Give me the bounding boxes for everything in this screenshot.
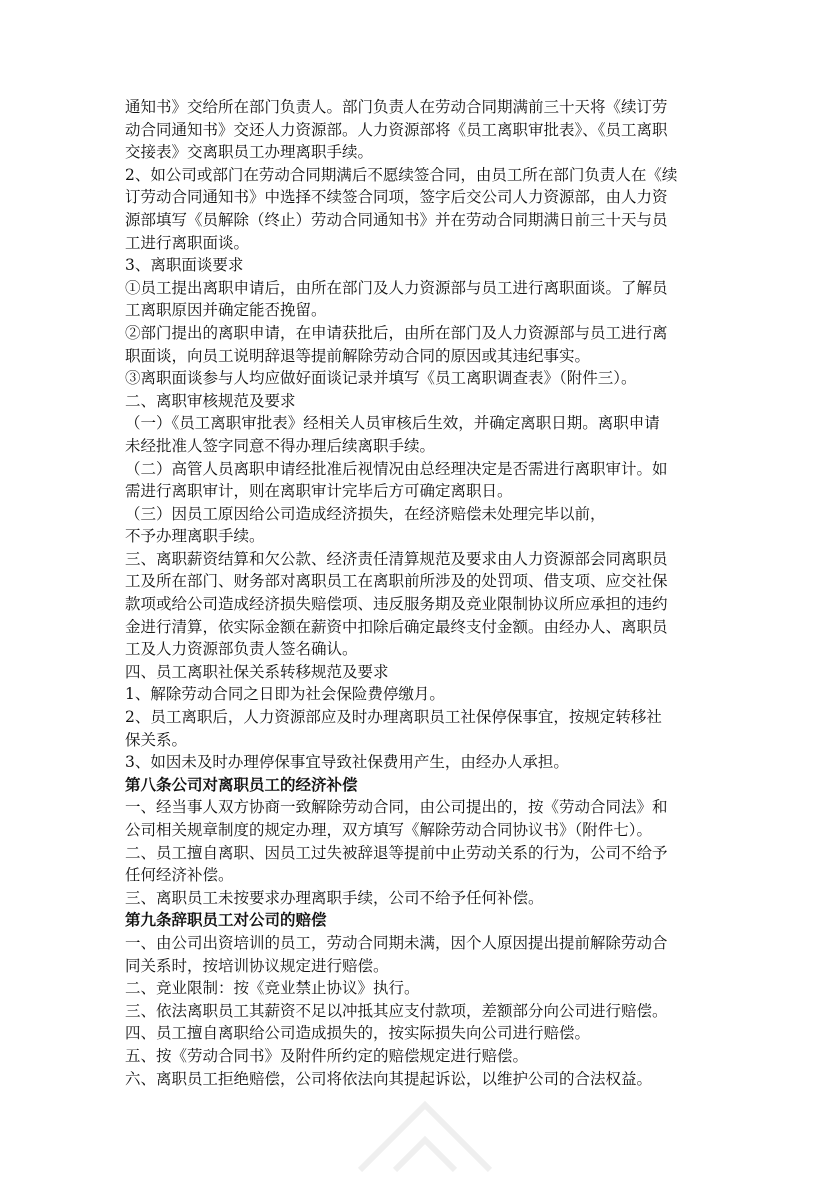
text-line: 款项或给公司造成经济损失赔偿项、违反服务期及竞业限制协议所应承担的违约	[125, 595, 668, 614]
text-line: 工及所在部门、财务部对离职员工在离职前所涉及的处罚项、借支项、应交社保	[125, 572, 668, 591]
text-line: 未经批准人签字同意不得办理后续离职手续。	[125, 436, 436, 455]
text-line: 二、竞业限制：按《竞业禁止协议》执行。	[125, 979, 420, 998]
text-line: 工离职原因并确定能否挽留。	[125, 301, 327, 320]
text-line: 任何经济补偿。	[125, 866, 234, 885]
text-line: 四、员工离职社保关系转移规范及要求	[125, 662, 389, 681]
text-line: ③离职面谈参与人均应做好面谈记录并填写《员工离职调查表》（附件三）。	[125, 369, 637, 388]
text-line: 3、如因未及时办理停保事宜导致社保费用产生，由经办人承担。	[125, 753, 569, 772]
text-line: 通知书》交给所在部门负责人。部门负责人在劳动合同期满前三十天将《续订劳	[125, 98, 668, 116]
text-line: 六、离职员工拒绝赔偿，公司将依法向其提起诉讼，以维护公司的合法权益。	[125, 1069, 653, 1088]
text-line: 保关系。	[125, 730, 188, 749]
text-line: 二、员工擅自离职、因员工过失被辞退等提前中止劳动关系的行为，公司不给予	[125, 843, 668, 862]
text-line: 工及人力资源部负责人签名确认。	[125, 640, 358, 659]
text-line: 1、解除劳动合同之日即为社会保险费停缴月。	[125, 685, 445, 704]
text-line: 一、经当事人双方协商一致解除劳动合同，由公司提出的，按《劳动合同法》和	[125, 798, 668, 817]
text-line: 不予办理离职手续。	[125, 527, 265, 546]
watermark-icon	[340, 1090, 510, 1180]
text-line: 一、由公司出资培训的员工，劳动合同期未满，因个人原因提出提前解除劳动合	[125, 933, 668, 952]
section-heading: 第九条辞职员工对公司的赔偿	[125, 911, 327, 930]
text-line: 源部填写《员解除（终止）劳动合同通知书》并在劳动合同期满日前三十天与员	[125, 210, 668, 229]
document-body	[125, 96, 710, 1090]
text-line: 2、如公司或部门在劳动合同期满后不愿续签合同，由员工所在部门负责人在《续	[125, 165, 678, 184]
text-line: 订劳动合同通知书》中选择不续签合同项，签字后交公司人力资源部，由人力资	[125, 188, 668, 207]
text-line: 公司相关规章制度的规定办理，双方填写《解除劳动合同协议书》（附件七）。	[125, 821, 653, 839]
text-line: （二）高管人员离职申请经批准后视情况由总经理决定是否需进行离职审计。如	[125, 459, 668, 478]
text-line: ②部门提出的离职申请，在申请获批后，由所在部门及人力资源部与员工进行离	[125, 323, 668, 342]
text-line: （三）因员工原因给公司造成经济损失，在经济赔偿未处理完毕以前，	[125, 504, 606, 523]
text-line: 三、离职薪资结算和欠公款、经济责任清算规范及要求由人力资源部会同离职员	[125, 549, 668, 568]
text-line: 2、员工离职后，人力资源部应及时办理离职员工社保停保事宜，按规定转移社	[125, 708, 662, 727]
text-line: 需进行离职审计，则在离职审计完毕后方可确定离职日。	[125, 482, 513, 501]
text-line: 职面谈，向员工说明辞退等提前解除劳动合同的原因或其违纪事实。	[125, 346, 591, 365]
text-line: （一）《员工离职审批表》经相关人员审核后生效，并确定离职日期。离职申请	[125, 414, 660, 433]
text-line: 三、依法离职员工其薪资不足以冲抵其应支付款项，差额部分向公司进行赔偿。	[125, 1001, 668, 1020]
text-line: 动合同通知书》交还人力资源部。人力资源部将《员工离职审批表》、《员工离职	[125, 120, 668, 139]
section-heading: 第八条公司对离职员工的经济补偿	[125, 775, 358, 794]
text-line: 交接表》交离职员工办理离职手续。	[125, 143, 374, 162]
text-line: ①员工提出离职申请后，由所在部门及人力资源部与员工进行离职面谈。了解员	[125, 278, 668, 297]
text-line: 四、员工擅自离职给公司造成损失的，按实际损失向公司进行赔偿。	[125, 1024, 591, 1043]
text-line: 金进行清算，依实际金额在薪资中扣除后确定最终支付金额。由经办人、离职员	[125, 617, 668, 636]
text-line: 同关系时，按培训协议规定进行赔偿。	[125, 956, 389, 975]
text-line: 五、按《劳动合同书》及附件所约定的赔偿规定进行赔偿。	[125, 1046, 529, 1065]
text-line: 三、离职员工未按要求办理离职手续，公司不给予任何补偿。	[125, 888, 544, 907]
text-line: 3、离职面谈要求	[125, 256, 244, 275]
text-line: 工进行离职面谈。	[125, 233, 250, 252]
text-line: 二、离职审核规范及要求	[125, 391, 296, 410]
